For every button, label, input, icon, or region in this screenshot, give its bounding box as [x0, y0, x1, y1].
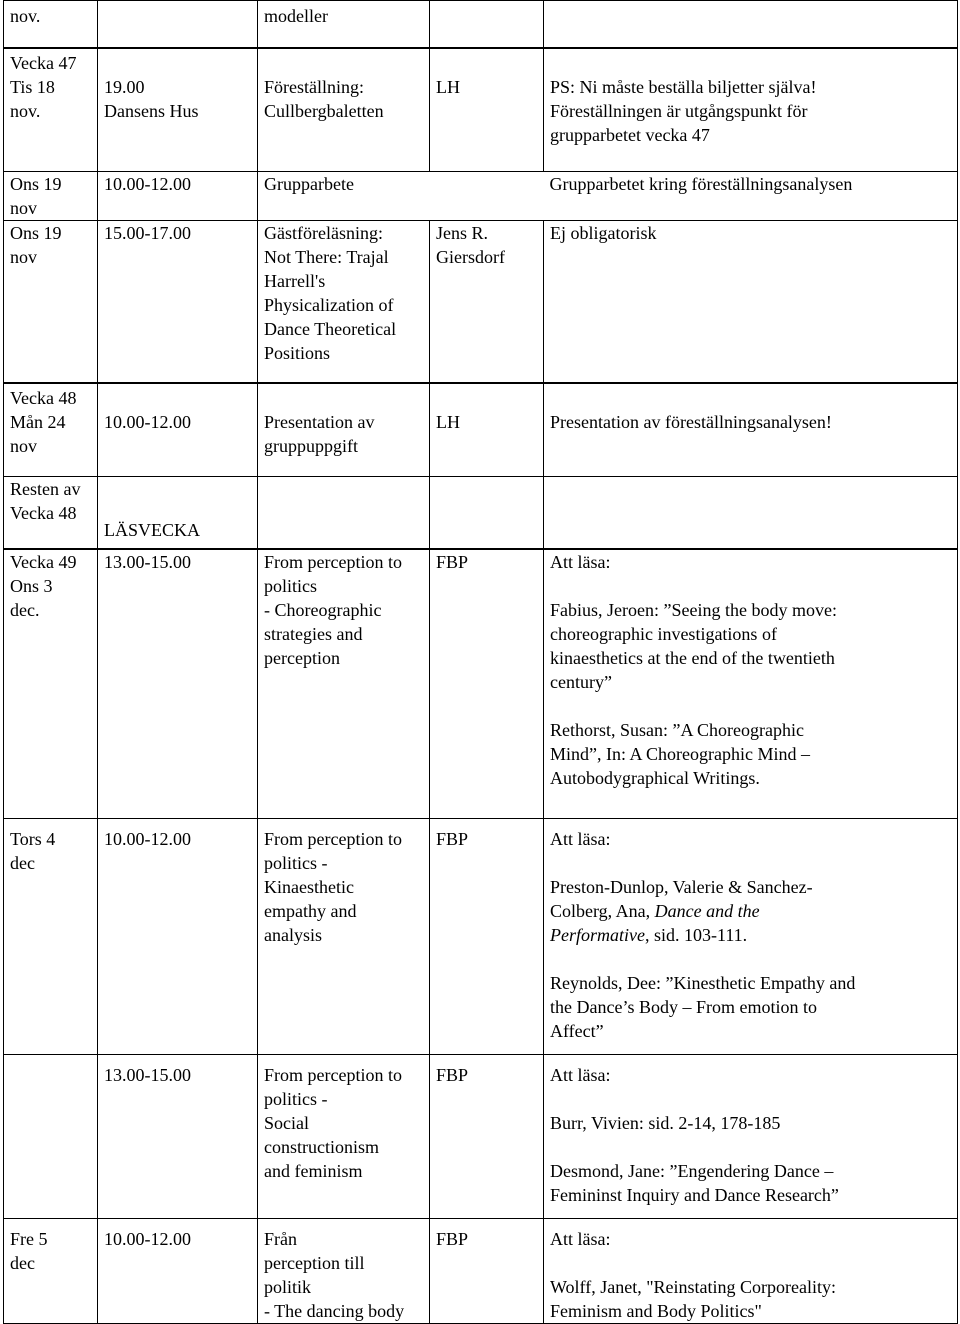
reference-authors: Colberg, Ana, [550, 901, 651, 921]
day-cell [4, 383, 98, 477]
day-cell [4, 1055, 98, 1219]
time-cell [98, 383, 258, 477]
time-text: 10.00-12.00 [104, 174, 191, 194]
reference-text: Desmond, Jane: ”Engendering Dance – [550, 1161, 834, 1181]
day-text: dec [10, 1253, 35, 1273]
activity-cell [258, 383, 430, 477]
table-row [4, 383, 958, 477]
teacher-text: Giersdorf [436, 247, 505, 267]
day-text: Tors 4 [10, 829, 56, 849]
activity-cell [258, 48, 430, 172]
day-text: Ons 3 [10, 575, 53, 596]
note-cell [544, 549, 958, 819]
reference-text: Fabius, Jeroen: ”Seeing the body move: [550, 599, 837, 620]
activity-text: Kinaesthetic [264, 877, 354, 897]
day-cell [4, 819, 98, 1055]
teacher-text: Jens R. [436, 223, 489, 243]
activity-text: From perception to [264, 829, 402, 849]
day-cell [4, 172, 98, 221]
table-row [4, 477, 958, 549]
activity-text: politik [264, 1277, 312, 1297]
day-text: Mån 24 [10, 411, 66, 432]
reference-text: Autobodygraphical Writings. [550, 767, 760, 788]
time-cell [98, 1055, 258, 1219]
reading-label: Att läsa: [550, 551, 611, 572]
reading-week-label: LÄSVECKA [104, 519, 201, 540]
table-row [4, 1055, 958, 1219]
activity-text: - Choreographic [264, 599, 382, 620]
reference-text: century” [550, 671, 612, 692]
activity-text: politics [264, 575, 317, 596]
note-cell [544, 1, 958, 48]
teacher-cell [430, 1055, 544, 1219]
teacher-text: FBP [436, 551, 469, 572]
time-text: 13.00-15.00 [104, 1065, 191, 1085]
time-cell [98, 48, 258, 172]
time-cell [98, 1, 258, 48]
note-cell [544, 1219, 958, 1324]
activity-cell [258, 172, 544, 221]
time-text: 19.00 [104, 76, 145, 97]
week-label: Vecka 49 [10, 551, 77, 572]
activity-text: - The dancing body [264, 1301, 405, 1321]
day-text: nov. [10, 100, 41, 121]
reference-text: Feminism and Body Politics" [550, 1301, 762, 1321]
teacher-text: LH [436, 411, 460, 432]
time-cell [98, 1219, 258, 1324]
day-text: nov [10, 435, 37, 456]
day-text: nov [10, 198, 37, 218]
table-row [4, 549, 958, 819]
activity-text: Cullbergbaletten [264, 100, 384, 121]
reference-text: Femininst Inquiry and Dance Research” [550, 1185, 839, 1205]
note-cell [544, 221, 958, 383]
note-cell [544, 48, 958, 172]
activity-text: Gästföreläsning: [264, 223, 383, 243]
note-cell [544, 477, 958, 549]
activity-text: and feminism [264, 1161, 363, 1181]
day-cell [4, 549, 98, 819]
day-text: Fre 5 [10, 1229, 48, 1249]
day-text: nov. [10, 6, 41, 26]
teacher-cell [430, 819, 544, 1055]
activity-text: empathy and [264, 901, 357, 921]
activity-cell [258, 1055, 430, 1219]
reading-label: Att läsa: [550, 1065, 611, 1085]
day-text: dec [10, 853, 35, 873]
note-text: Grupparbetet kring föreställningsanalysen [549, 174, 853, 194]
reference-text: Burr, Vivien: sid. 2-14, 178-185 [550, 1113, 781, 1133]
teacher-cell [430, 48, 544, 172]
day-cell [4, 48, 98, 172]
teacher-cell [430, 477, 544, 549]
table-row [4, 1, 958, 48]
venue-text: Dansens Hus [104, 100, 199, 121]
time-text: 13.00-15.00 [104, 551, 191, 572]
day-text: Tis 18 [10, 76, 55, 97]
time-cell [98, 819, 258, 1055]
activity-text: modeller [264, 6, 328, 26]
time-cell [98, 477, 258, 549]
reference-text: Affect” [550, 1021, 604, 1041]
activity-text: perception [264, 647, 340, 668]
reference-text: kinaesthetics at the end of the twentieth [550, 647, 835, 668]
activity-text: politics - [264, 853, 328, 873]
note-cell [544, 172, 958, 221]
table-row [4, 172, 958, 221]
activity-text: From perception to [264, 551, 402, 572]
teacher-cell [430, 221, 544, 383]
time-cell [98, 221, 258, 383]
activity-cell [258, 221, 430, 383]
activity-text: Harrell's [264, 271, 326, 291]
teacher-cell [430, 383, 544, 477]
reference-text [550, 899, 951, 923]
day-text: Ons 19 [10, 174, 62, 194]
day-text: Ons 19 [10, 223, 62, 243]
activity-text: strategies and [264, 623, 363, 644]
time-text: 10.00-12.00 [104, 829, 191, 849]
activity-text: Grupparbete [264, 174, 354, 194]
day-text: dec. [10, 599, 40, 620]
time-text: 10.00-12.00 [104, 1229, 191, 1249]
teacher-text: FBP [436, 829, 469, 849]
teacher-cell [430, 549, 544, 819]
teacher-text: LH [436, 76, 460, 97]
activity-text: constructionism [264, 1137, 379, 1157]
time-text: 15.00-17.00 [104, 223, 191, 243]
reference-text: Preston-Dunlop, Valerie & Sanchez- [550, 877, 813, 897]
reference-title: Dance and the [654, 901, 760, 921]
activity-text: From perception to [264, 1065, 402, 1085]
day-text: Vecka 48 [10, 503, 77, 523]
teacher-cell [430, 1219, 544, 1324]
activity-text: Presentation av [264, 411, 375, 432]
activity-text: Not There: Trajal [264, 247, 389, 267]
time-text: 10.00-12.00 [104, 411, 191, 432]
reference-text: Mind”, In: A Choreographic Mind – [550, 743, 810, 764]
note-text: Föreställningen är utgångspunkt för [550, 100, 808, 121]
reference-text: Wolff, Janet, "Reinstating Corporeality: [550, 1277, 837, 1297]
activity-text: Från [264, 1229, 297, 1249]
day-text: nov [10, 247, 37, 267]
activity-text: gruppuppgift [264, 435, 358, 456]
activity-text: Dance Theoretical [264, 319, 397, 339]
note-text: Presentation av föreställningsanalysen! [550, 411, 832, 432]
teacher-text: FBP [436, 1065, 469, 1085]
note-cell [544, 383, 958, 477]
week-label: Vecka 47 [10, 52, 77, 73]
table-row [4, 819, 958, 1055]
activity-cell [258, 549, 430, 819]
teacher-text: FBP [436, 1229, 469, 1249]
activity-text: analysis [264, 925, 322, 945]
note-cell [544, 819, 958, 1055]
reference-text: Reynolds, Dee: ”Kinesthetic Empathy and [550, 973, 856, 993]
time-cell [98, 172, 258, 221]
week-label: Vecka 48 [10, 387, 77, 408]
note-text: Ej obligatorisk [550, 223, 657, 243]
activity-cell [258, 1219, 430, 1324]
day-cell [4, 477, 98, 549]
activity-cell [258, 819, 430, 1055]
activity-text: Föreställning: [264, 76, 364, 97]
activity-text: politics - [264, 1089, 328, 1109]
activity-text: Positions [264, 343, 331, 363]
reference-title: Performative [550, 925, 645, 945]
reference-pages: , sid. 103-111. [644, 925, 748, 945]
activity-text: perception till [264, 1253, 365, 1273]
day-text: Resten av [10, 479, 81, 499]
note-text: grupparbetet vecka 47 [550, 124, 710, 145]
reference-text: choreographic investigations of [550, 623, 777, 644]
teacher-cell [430, 1, 544, 48]
time-cell [98, 549, 258, 819]
activity-text: Physicalization of [264, 295, 394, 315]
table-row [4, 48, 958, 172]
day-cell [4, 1, 98, 48]
reading-label: Att läsa: [550, 1229, 611, 1249]
reading-label: Att läsa: [550, 829, 611, 849]
table-row [4, 1219, 958, 1324]
activity-cell [258, 477, 430, 549]
day-cell [4, 221, 98, 383]
reference-text [550, 923, 951, 947]
activity-text: Social [264, 1113, 309, 1133]
activity-cell [258, 1, 430, 48]
reference-text: the Dance’s Body – From emotion to [550, 997, 817, 1017]
schedule-table [3, 0, 958, 1324]
table-row [4, 221, 958, 383]
day-cell [4, 1219, 98, 1324]
reference-text: Rethorst, Susan: ”A Choreographic [550, 719, 804, 740]
note-text: PS: Ni måste beställa biljetter själva! [550, 76, 817, 97]
note-cell [544, 1055, 958, 1219]
